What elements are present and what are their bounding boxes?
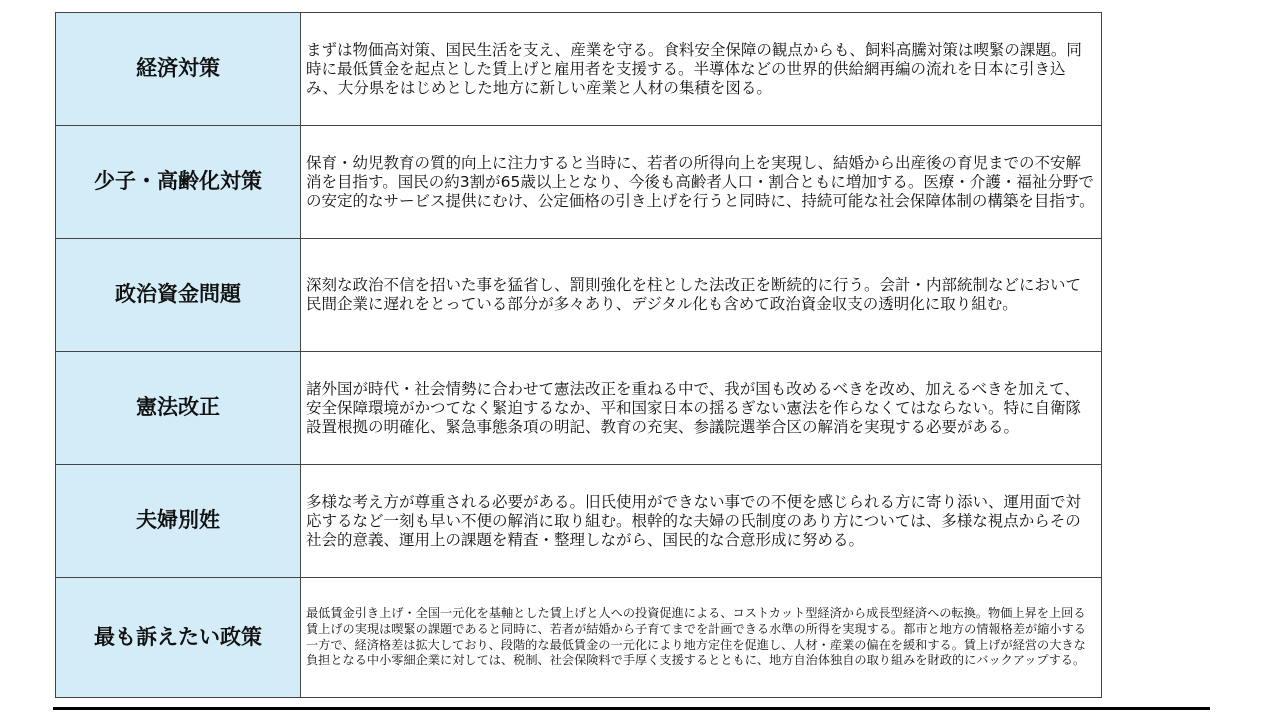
policy-label: 経済対策 bbox=[56, 13, 301, 126]
policy-label: 政治資金問題 bbox=[56, 239, 301, 352]
policy-row-birthrate-aging bbox=[56, 126, 1102, 239]
policy-row-separate-surnames bbox=[56, 465, 1102, 578]
policy-text: 最低賃金引き上げ・全国一元化を基軸とした賃上げと人への投資促進による、コストカット型経済から成長型経済への転換。物価上昇を上回る賃上げの実現は喫緊の課題であると同時に、若者が結婚から子育てまでを計画できる水準の所得を実現する。都市と地方の情報格差が縮小する一方で、経済格差は拡大しており、段階的な最低賃金の一元化により地方定住を促進し、人材・産業の偏在を緩和する。賃上げが経営の大きな負担となる中小零細企業に対しては、税制、社会保険料で手厚く支援するとともに、地方自治体独自の取り組みを財政的にバックアップする。 bbox=[301, 578, 1102, 698]
policy-text: 深刻な政治不信を招いた事を猛省し、罰則強化を柱とした法改正を断続的に行う。会計・内部統制などにおいて民間企業に遅れをとっている部分が多々あり、デジタル化も含めて政治資金収支の透明化に取り組む。 bbox=[301, 239, 1102, 352]
policy-label: 夫婦別姓 bbox=[56, 465, 301, 578]
policy-text: 諸外国が時代・社会情勢に合わせて憲法改正を重ねる中で、我が国も改めるべきを改め、加えるべきを加えて、安全保障環境がかつてなく緊迫するなか、平和国家日本の揺るぎない憲法を作らなくてはならない。特に自衛隊設置根拠の明確化、緊急事態条項の明記、教育の充実、参議院選挙合区の解消を実現する必要がある。 bbox=[301, 352, 1102, 465]
policy-label: 最も訴えたい政策 bbox=[56, 578, 301, 698]
bottom-divider bbox=[53, 707, 1210, 710]
policy-row-key-policy bbox=[56, 578, 1102, 698]
policy-label: 憲法改正 bbox=[56, 352, 301, 465]
policy-text: まずは物価高対策、国民生活を支え、産業を守る。食料安全保障の観点からも、飼料高騰対策は喫緊の課題。同時に最低賃金を起点とした賃上げと雇用者を支援する。半導体などの世界的供給網再編の流れを日本に引き込み、大分県をはじめとした地方に新しい産業と人材の集積を図る。 bbox=[301, 13, 1102, 126]
policy-row-political-funds bbox=[56, 239, 1102, 352]
policy-text: 多様な考え方が尊重される必要がある。旧氏使用ができない事での不便を感じられる方に寄り添い、運用面で対応するなど一刻も早い不便の解消に取り組む。根幹的な夫婦の氏制度のあり方については、多様な視点からその社会的意義、運用上の課題を精査・整理しながら、国民的な合意形成に努める。 bbox=[301, 465, 1102, 578]
policy-row-constitution bbox=[56, 352, 1102, 465]
policy-table bbox=[55, 12, 1102, 698]
policy-text: 保育・幼児教育の質的向上に注力すると当時に、若者の所得向上を実現し、結婚から出産後の育児までの不安解消を目指す。国民の約3割が65歳以上となり、今後も高齢者人口・割合ともに増加する。医療・介護・福祉分野での安定的なサービス提供にむけ、公定価格の引き上げを行うと同時に、持続可能な社会保障体制の構築を目指す。 bbox=[301, 126, 1102, 239]
policy-row-economy bbox=[56, 13, 1102, 126]
policy-label: 少子・高齢化対策 bbox=[56, 126, 301, 239]
